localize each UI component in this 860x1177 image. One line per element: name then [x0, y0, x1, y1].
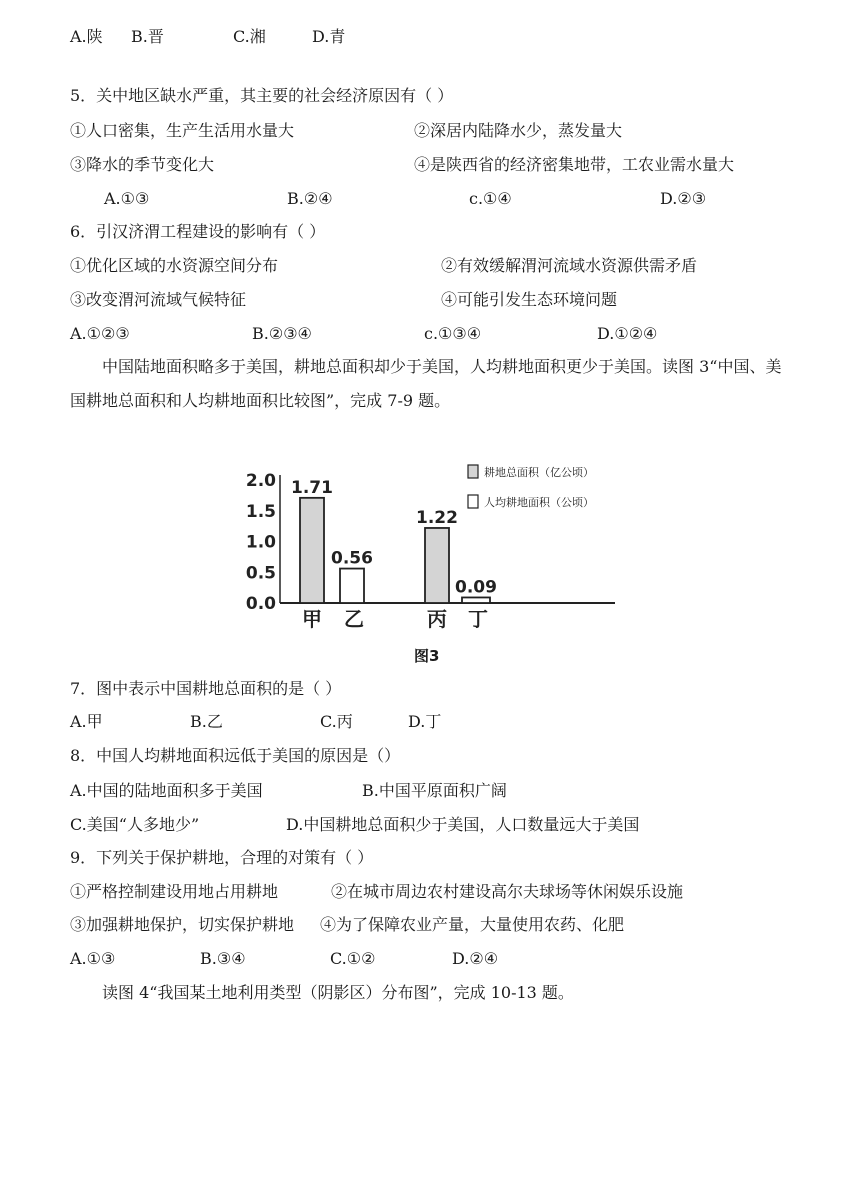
- q9-stem: 9．下列关于保护耕地，合理的对策有（ ）: [70, 848, 374, 867]
- data-label: 1.22: [416, 507, 458, 528]
- q9-item-3: ③加强耕地保护，切实保护耕地: [70, 915, 295, 934]
- x-tick-label: 乙: [344, 607, 364, 631]
- q6-option-c: c.①③④: [424, 324, 482, 343]
- q6-item-1: ①优化区域的水资源空间分布: [70, 256, 279, 275]
- data-label: 1.71: [291, 477, 333, 498]
- q5-option-d: D.②③: [660, 189, 707, 208]
- q7-option-c: C.丙: [320, 712, 353, 731]
- bar-丙: [425, 528, 449, 603]
- legend-label: 耕地总面积（亿公顷）: [484, 466, 594, 479]
- x-tick-label: 丁: [468, 607, 488, 631]
- q6-item-2: ②有效缓解渭河流域水资源供需矛盾: [441, 256, 698, 275]
- q9-item-1: ①严格控制建设用地占用耕地: [70, 882, 279, 901]
- q6-option-a: A.①②③: [70, 324, 130, 343]
- bar-乙: [340, 569, 364, 603]
- bars: [291, 478, 497, 631]
- y-axis: [246, 471, 276, 614]
- q7-stem: 7．图中表示中国耕地总面积的是（ ）: [70, 679, 342, 698]
- data-label: 0.56: [331, 548, 373, 569]
- legend-label: 人均耕地面积（公顷）: [484, 496, 594, 509]
- figure-3-bar-chart: [240, 455, 630, 635]
- q9-option-d: D.②④: [452, 949, 499, 968]
- q6-item-4: ④可能引发生态环境问题: [441, 290, 618, 309]
- legend: [468, 465, 594, 509]
- q9-item-4: ④为了保障农业产量，大量使用农药、化肥: [320, 915, 625, 934]
- q6-option-d: D.①②④: [597, 324, 658, 343]
- q9-item-2: ②在城市周边农村建设高尔夫球场等休闲娱乐设施: [331, 882, 684, 901]
- q6-item-3: ③改变渭河流域气候特征: [70, 290, 247, 309]
- q5-item-2: ②深居内陆降水少，蒸发量大: [414, 121, 623, 140]
- q5-item-4: ④是陕西省的经济密集地带，工农业需水量大: [414, 155, 735, 174]
- q8-stem: 8．中国人均耕地面积远低于美国的原因是（）: [70, 746, 401, 765]
- q5-option-b: B.②④: [287, 189, 333, 208]
- bar-甲: [300, 498, 324, 603]
- intro-paragraph-7-9: 中国陆地面积略多于美国，耕地总面积却少于美国，人均耕地面积更少于美国。读图 3“中国、美国耕地总面积和人均耕地面积比较图”，完成 7-9 题。: [70, 357, 782, 410]
- y-tick-label: 1.0: [245, 532, 276, 553]
- q7-option-b: B.乙: [190, 712, 223, 731]
- y-tick-label: 0.0: [245, 594, 276, 614]
- q8-option-a: A.中国的陆地面积多于美国: [70, 781, 263, 800]
- q4-option-d: D.青: [312, 27, 346, 46]
- bar-丁: [462, 597, 490, 603]
- x-tick-label: 丙: [427, 607, 447, 631]
- y-tick-label: 1.5: [245, 501, 276, 522]
- intro-paragraph-10-13: 读图 4“我国某土地利用类型（阴影区）分布图”，完成 10-13 题。: [102, 983, 574, 1002]
- q6-stem: 6．引汉济渭工程建设的影响有（ ）: [70, 222, 326, 241]
- q8-option-d: D.中国耕地总面积少于美国，人口数量远大于美国: [286, 815, 640, 834]
- legend-swatch: [468, 465, 478, 478]
- y-tick-label: 2.0: [245, 471, 276, 491]
- q5-option-c: c.①④: [469, 189, 512, 208]
- q5-item-1: ①人口密集，生产生活用水量大: [70, 121, 295, 140]
- q5-item-3: ③降水的季节变化大: [70, 155, 215, 174]
- figure-caption: 图3: [414, 647, 440, 665]
- q5-stem: 5．关中地区缺水严重，其主要的社会经济原因有（ ）: [70, 86, 454, 105]
- q4-option-a: A.陕: [70, 27, 103, 46]
- data-label: 0.09: [455, 577, 497, 598]
- q7-option-a: A.甲: [70, 712, 103, 731]
- q4-option-c: C.湘: [233, 27, 266, 46]
- q9-option-a: A.①③: [70, 949, 116, 968]
- q9-option-b: B.③④: [200, 949, 246, 968]
- q5-option-a: A.①③: [104, 189, 150, 208]
- q8-option-b: B.中国平原面积广阔: [362, 781, 507, 800]
- q6-option-b: B.②③④: [252, 324, 312, 343]
- q8-option-c: C.美国“人多地少”: [70, 815, 200, 834]
- legend-swatch: [468, 495, 478, 508]
- q4-option-b: B.晋: [131, 27, 164, 46]
- q7-option-d: D.丁: [408, 712, 442, 731]
- q9-option-c: C.①②: [330, 949, 376, 968]
- x-tick-label: 甲: [302, 607, 322, 631]
- y-tick-label: 0.5: [245, 563, 276, 584]
